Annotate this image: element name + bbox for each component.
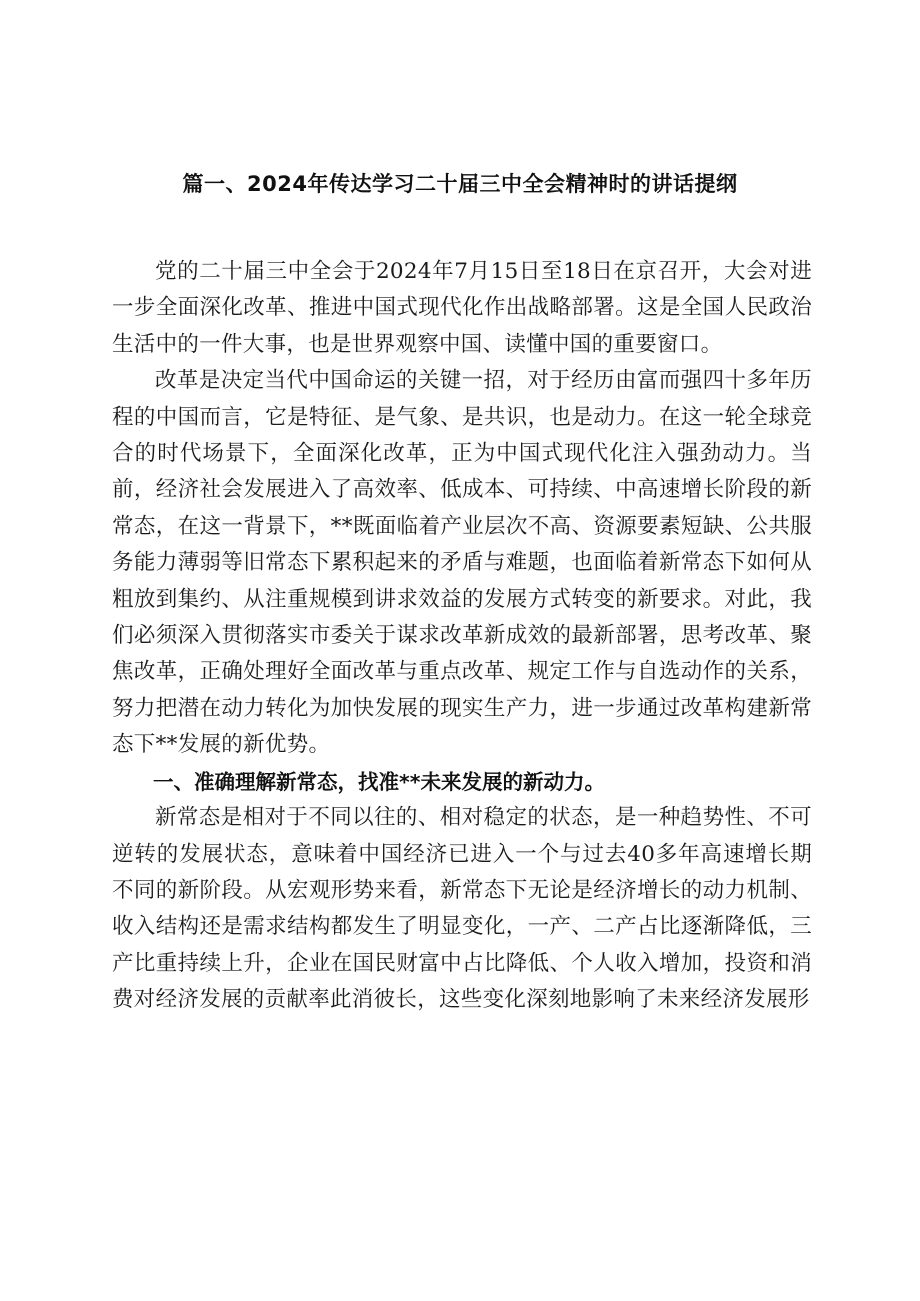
reform-paragraph: 改革是决定当代中国命运的关键一招，对于经历由富而强四十多年历程的中国而言，它是特征、是气象、是共识，也是动力。在这一轮全球竞合的时代场景下，全面深化改革，正为中国式现代化注入强劲动力。当前，经济社会发展进入了高效率、低成本、可持续、中高速增长阶段的新常态，在这一背景下，**既面临着产业层次不高、资源要素短缺、公共服务能力薄弱等旧常态下累积起来的矛盾与难题，也面临着新常态下如何从粗放到集约、从注重规模到讲求效益的发展方式转变的新要求。对此，我们必须深入贯彻落实市委关于谋求改革新成效的最新部署，思考改革、聚焦改革，正确处理好全面改革与重点改革、规定工作与自选动作的关系，努力把潜在动力转化为加快发展的现实生产力，进一步通过改革构建新常态下**发展的新优势。 <box>112 368 812 758</box>
section-paragraph: 新常态是相对于不同以往的、相对稳定的状态，是一种趋势性、不可逆转的发展状态，意味着中国经济已进入一个与过去40多年高速增长期不同的新阶段。从宏观形势来看，新常态下无论是经济增长的动力机制、收入结构还是需求结构都发生了明显变化，一产、二产占比逐渐降低，三产比重持续上升，企业在国民财富中占比降低、个人收入增加，投资和消费对经济发展的贡献率此消彼长，这些变化深刻地影响了未来经济发展形 <box>112 805 812 1013</box>
document-title: 篇一、2024年传达学习二十届三中全会精神时的讲话提纲 <box>182 172 738 196</box>
intro-paragraph: 党的二十届三中全会于2024年7月15日至18日在京召开，大会对进一步全面深化改革、推进中国式现代化作出战略部署。这是全国人民政治生活中的一件大事，也是世界观察中国、读懂中国的重要窗口。 <box>112 259 812 357</box>
document-body <box>112 254 812 1019</box>
section-heading: 一、准确理解新常态，找准**未来发展的新动力。 <box>153 769 605 794</box>
